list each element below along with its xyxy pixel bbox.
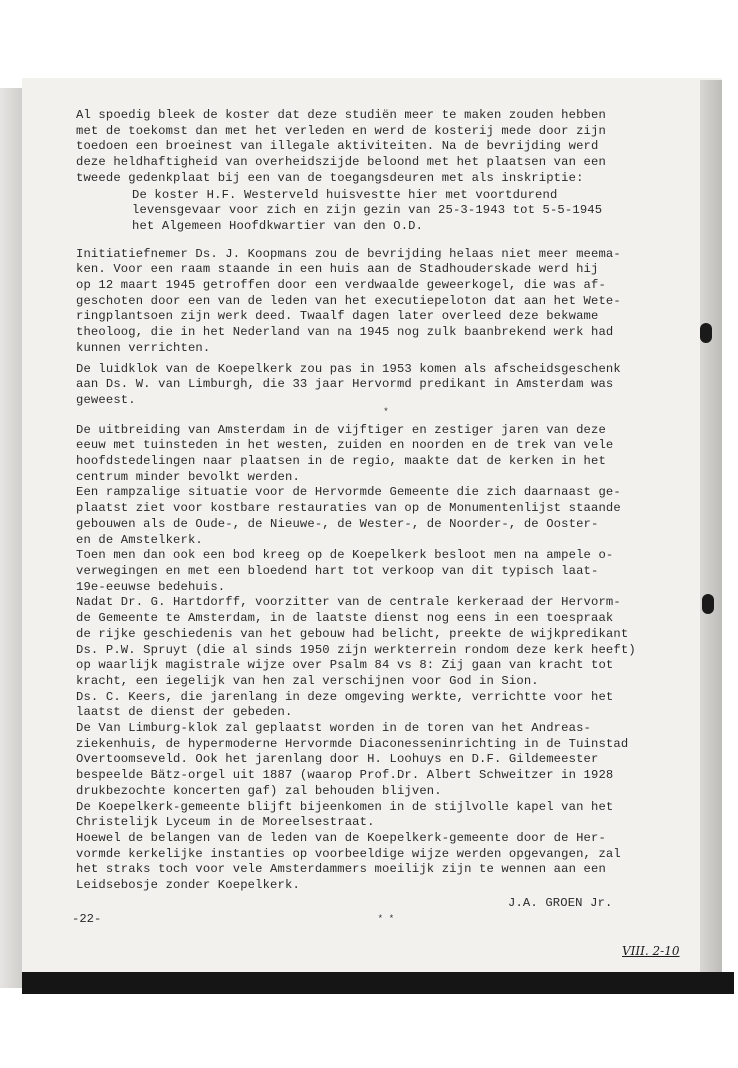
scan-left-edge xyxy=(0,88,22,988)
text-line: op 12 maart 1945 getroffen door een verdwaalde geweerkogel, die was af- xyxy=(76,278,606,293)
paragraph-koster xyxy=(76,108,696,187)
text-line: eeuw met tuinsteden in het westen, zuiden en noorden en de trek van vele xyxy=(76,438,614,453)
text-line: hoofdstedelingen naar plaatsen in de regio, maakte dat de kerken in het xyxy=(76,454,606,469)
text-line: Al spoedig bleek de koster dat deze studiën meer te maken zouden hebben xyxy=(76,108,606,122)
binder-hole-bottom xyxy=(702,594,714,614)
text-line: theoloog, die in het Nederland van na 1945 nog zulk baanbrekend werk had xyxy=(76,325,614,340)
text-line: tweede gedenkplaat bij een van de toegangsdeuren met als inskriptie: xyxy=(76,170,584,185)
text-line: het straks toch voor vele Amsterdammers moeilijk zijn te wennen aan een xyxy=(76,862,606,877)
separator-asterisk: * xyxy=(383,406,389,417)
inscription-quote xyxy=(76,188,696,235)
scan-right-edge xyxy=(700,80,722,980)
scan-bottom-edge xyxy=(22,972,734,994)
text-line: deze heldhaftigheid van overheidszijde beloond met het plaatsen van een xyxy=(76,155,606,170)
archive-reference-mark: VIII. 2-10 xyxy=(622,944,680,958)
text-line: Initiatiefnemer Ds. J. Koopmans zou de bevrijding helaas niet meer meema- xyxy=(76,246,621,261)
text-line: Leidsebosje zonder Koepelkerk. xyxy=(76,878,300,893)
text-line: op waarlijk magistrale wijze over Psalm 84 vs 8: Zij gaan van kracht tot xyxy=(76,658,614,673)
text-line: Overtoomseveld. Ook het jarenlang door H. Loohuys en D.F. Gildemeester xyxy=(76,752,599,767)
text-line: gebouwen als de Oude-, de Nieuwe-, de Wester-, de Noorder-, de Ooster- xyxy=(76,516,599,531)
text-line: het Algemeen Hoofdkwartier van den O.D. xyxy=(132,218,424,233)
author-signature: J.A. GROEN Jr. xyxy=(508,895,613,910)
text-line: en de Amstelkerk. xyxy=(76,532,203,547)
text-line: Ds. P.W. Spruyt (die al sinds 1950 zijn werkterrein rondom deze kerk heeft) xyxy=(76,642,636,657)
text-line: 19e-eeuwse bedehuis. xyxy=(76,579,226,594)
text-line: drukbezochte koncerten gaf) zal behouden blijven. xyxy=(76,783,442,798)
text-line: De Koepelkerk-gemeente blijft bijeenkomen in de stijlvolle kapel van het xyxy=(76,799,614,814)
text-line: plaatst ziet voor kostbare restauraties van op de Monumentenlijst staande xyxy=(76,501,621,516)
text-line: Een rampzalige situatie voor de Hervormde Gemeente die zich daarnaast ge- xyxy=(76,485,621,500)
text-line: laatst de dienst der gebeden. xyxy=(76,705,293,720)
text-line: aan Ds. W. van Limburgh, die 33 jaar Hervormd predikant in Amsterdam was xyxy=(76,377,614,392)
text-line: De luidklok van de Koepelkerk zou pas in 1953 komen als afscheidsgeschenk xyxy=(76,361,621,376)
binder-hole-top xyxy=(700,323,712,343)
text-line: vormde kerkelijke instanties op voorbeeldige wijze werden opgevangen, zal xyxy=(76,846,621,861)
text-line: de Gemeente te Amsterdam, in de laatste dienst nog eens in een toespraak xyxy=(76,611,614,626)
text-line: Christelijk Lyceum in de Moreelsestraat. xyxy=(76,815,375,830)
text-line: ringplantsoen zijn werk deed. Twaalf dagen later overleed deze bekwame xyxy=(76,309,599,324)
text-line: geweest. xyxy=(76,392,136,407)
text-line: Hoewel de belangen van de leden van de Koepelkerk-gemeente door de Her- xyxy=(76,830,606,845)
text-line: Ds. C. Keers, die jarenlang in deze omgeving werkte, verrichtte voor het xyxy=(76,689,614,704)
paragraph-luidklok xyxy=(76,362,696,409)
text-line: levensgevaar voor zich en zijn gezin van 25-3-1943 tot 5-5-1945 xyxy=(132,203,603,218)
text-line: bespeelde Bätz-orgel uit 1887 (waarop Prof.Dr. Albert Schweitzer in 1928 xyxy=(76,768,614,783)
text-line: kunnen verrichten. xyxy=(76,340,211,355)
paragraph-koopmans xyxy=(76,247,696,357)
text-line: ken. Voor een raam staande in een huis aan de Stadhouderskade werd hij xyxy=(76,262,599,277)
text-line: centrum minder bevolkt werden. xyxy=(76,469,300,484)
page-number: -22- xyxy=(72,912,102,926)
text-line: Nadat Dr. G. Hartdorff, voorzitter van de centrale kerkeraad der Hervorm- xyxy=(76,595,621,610)
text-line: ziekenhuis, de hypermoderne Hervormde Diaconesseninrichting in de Tuinstad xyxy=(76,736,629,751)
document-body xyxy=(76,108,696,925)
paragraph-uitbreiding xyxy=(76,423,696,894)
text-line: Toen men dan ook een bod kreeg op de Koepelkerk besloot men na ampele o- xyxy=(76,548,614,563)
text-line: met de toekomst dan met het verleden en werd de kosterij mede door zijn xyxy=(76,123,606,138)
text-line: verwegingen en met een bloedend hart tot verkoop van dit typisch laat- xyxy=(76,563,599,578)
text-line: geschoten door een van de leden van het executiepeloton dat aan het Wete- xyxy=(76,293,621,308)
text-line: De uitbreiding van Amsterdam in de vijftiger en zestiger jaren van deze xyxy=(76,422,606,437)
text-line: kracht, een iegelijk van hen zal verschijnen voor God in Sion. xyxy=(76,673,539,688)
text-line: De Van Limburg-klok zal geplaatst worden in de toren van het Andreas- xyxy=(76,721,591,736)
text-line: De koster H.F. Westerveld huisvestte hier met voortdurend xyxy=(132,187,558,202)
text-line: de rijke geschiedenis van het gebouw had belicht, preekte de wijkpredikant xyxy=(76,626,629,641)
separator-asterisks: * * xyxy=(377,914,395,925)
text-line: toedoen een broeinest van illegale aktiviteiten. Na de bevrijding werd xyxy=(76,139,599,154)
